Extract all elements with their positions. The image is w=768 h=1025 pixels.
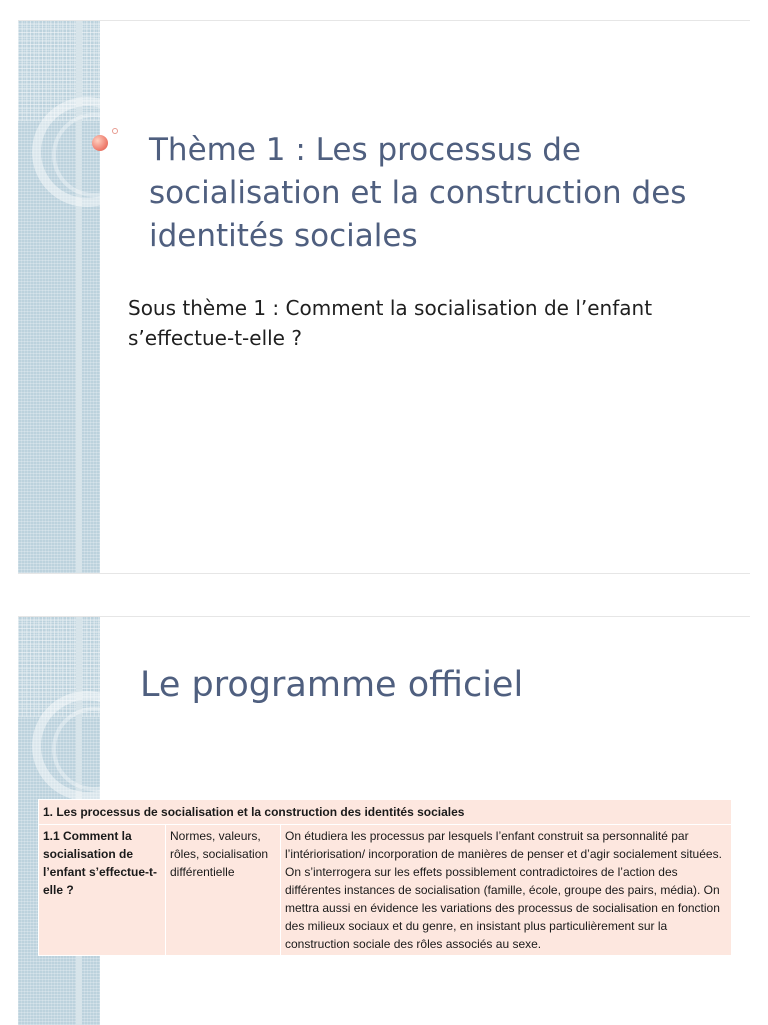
slide-2 [18, 616, 750, 1025]
small-circle-icon [112, 128, 118, 134]
slide-decoration-sidebar [18, 21, 100, 573]
slide-title: Le programme officiel [140, 665, 524, 705]
slide-subtitle: Sous thème 1 : Comment la socialisation de l’enfant s’effectue-t-elle ? [128, 296, 653, 350]
table-header: 1. Les processus de socialisation et la construction des identités sociales [39, 800, 732, 825]
table-row [39, 825, 732, 956]
theme-cell: 1.1 Comment la socialisation de l’enfant s’effectue-t-elle ? [39, 825, 166, 956]
decorative-ring-inner-icon [52, 707, 136, 791]
slide-1 [18, 20, 750, 574]
program-table [38, 799, 732, 956]
decorative-ring-inner-icon [52, 113, 136, 197]
slide-title: Thème 1 : Les processus de socialisation et la construction des identités sociales [149, 132, 687, 254]
table-header-row [39, 800, 732, 825]
indications-cell: On étudiera les processus par lesquels l’enfant construit sa personnalité par l’intériorisation/ incorporation de manières de penser et d’agir socialement situées. On s’interrogera sur les effets possiblement contradictoires de l’action des différentes instances de socialisation (famille, école, groupe des pairs, média). On mettra aussi en évidence les variations des processus de socialisation en fonction des milieux sociaux et du genre, en insistant plus particulièrement sur la construction sociale des rôles associés au sexe. [281, 825, 732, 956]
title-bullet-icon [92, 135, 108, 151]
notions-cell: Normes, valeurs, rôles, socialisation différentielle [166, 825, 281, 956]
